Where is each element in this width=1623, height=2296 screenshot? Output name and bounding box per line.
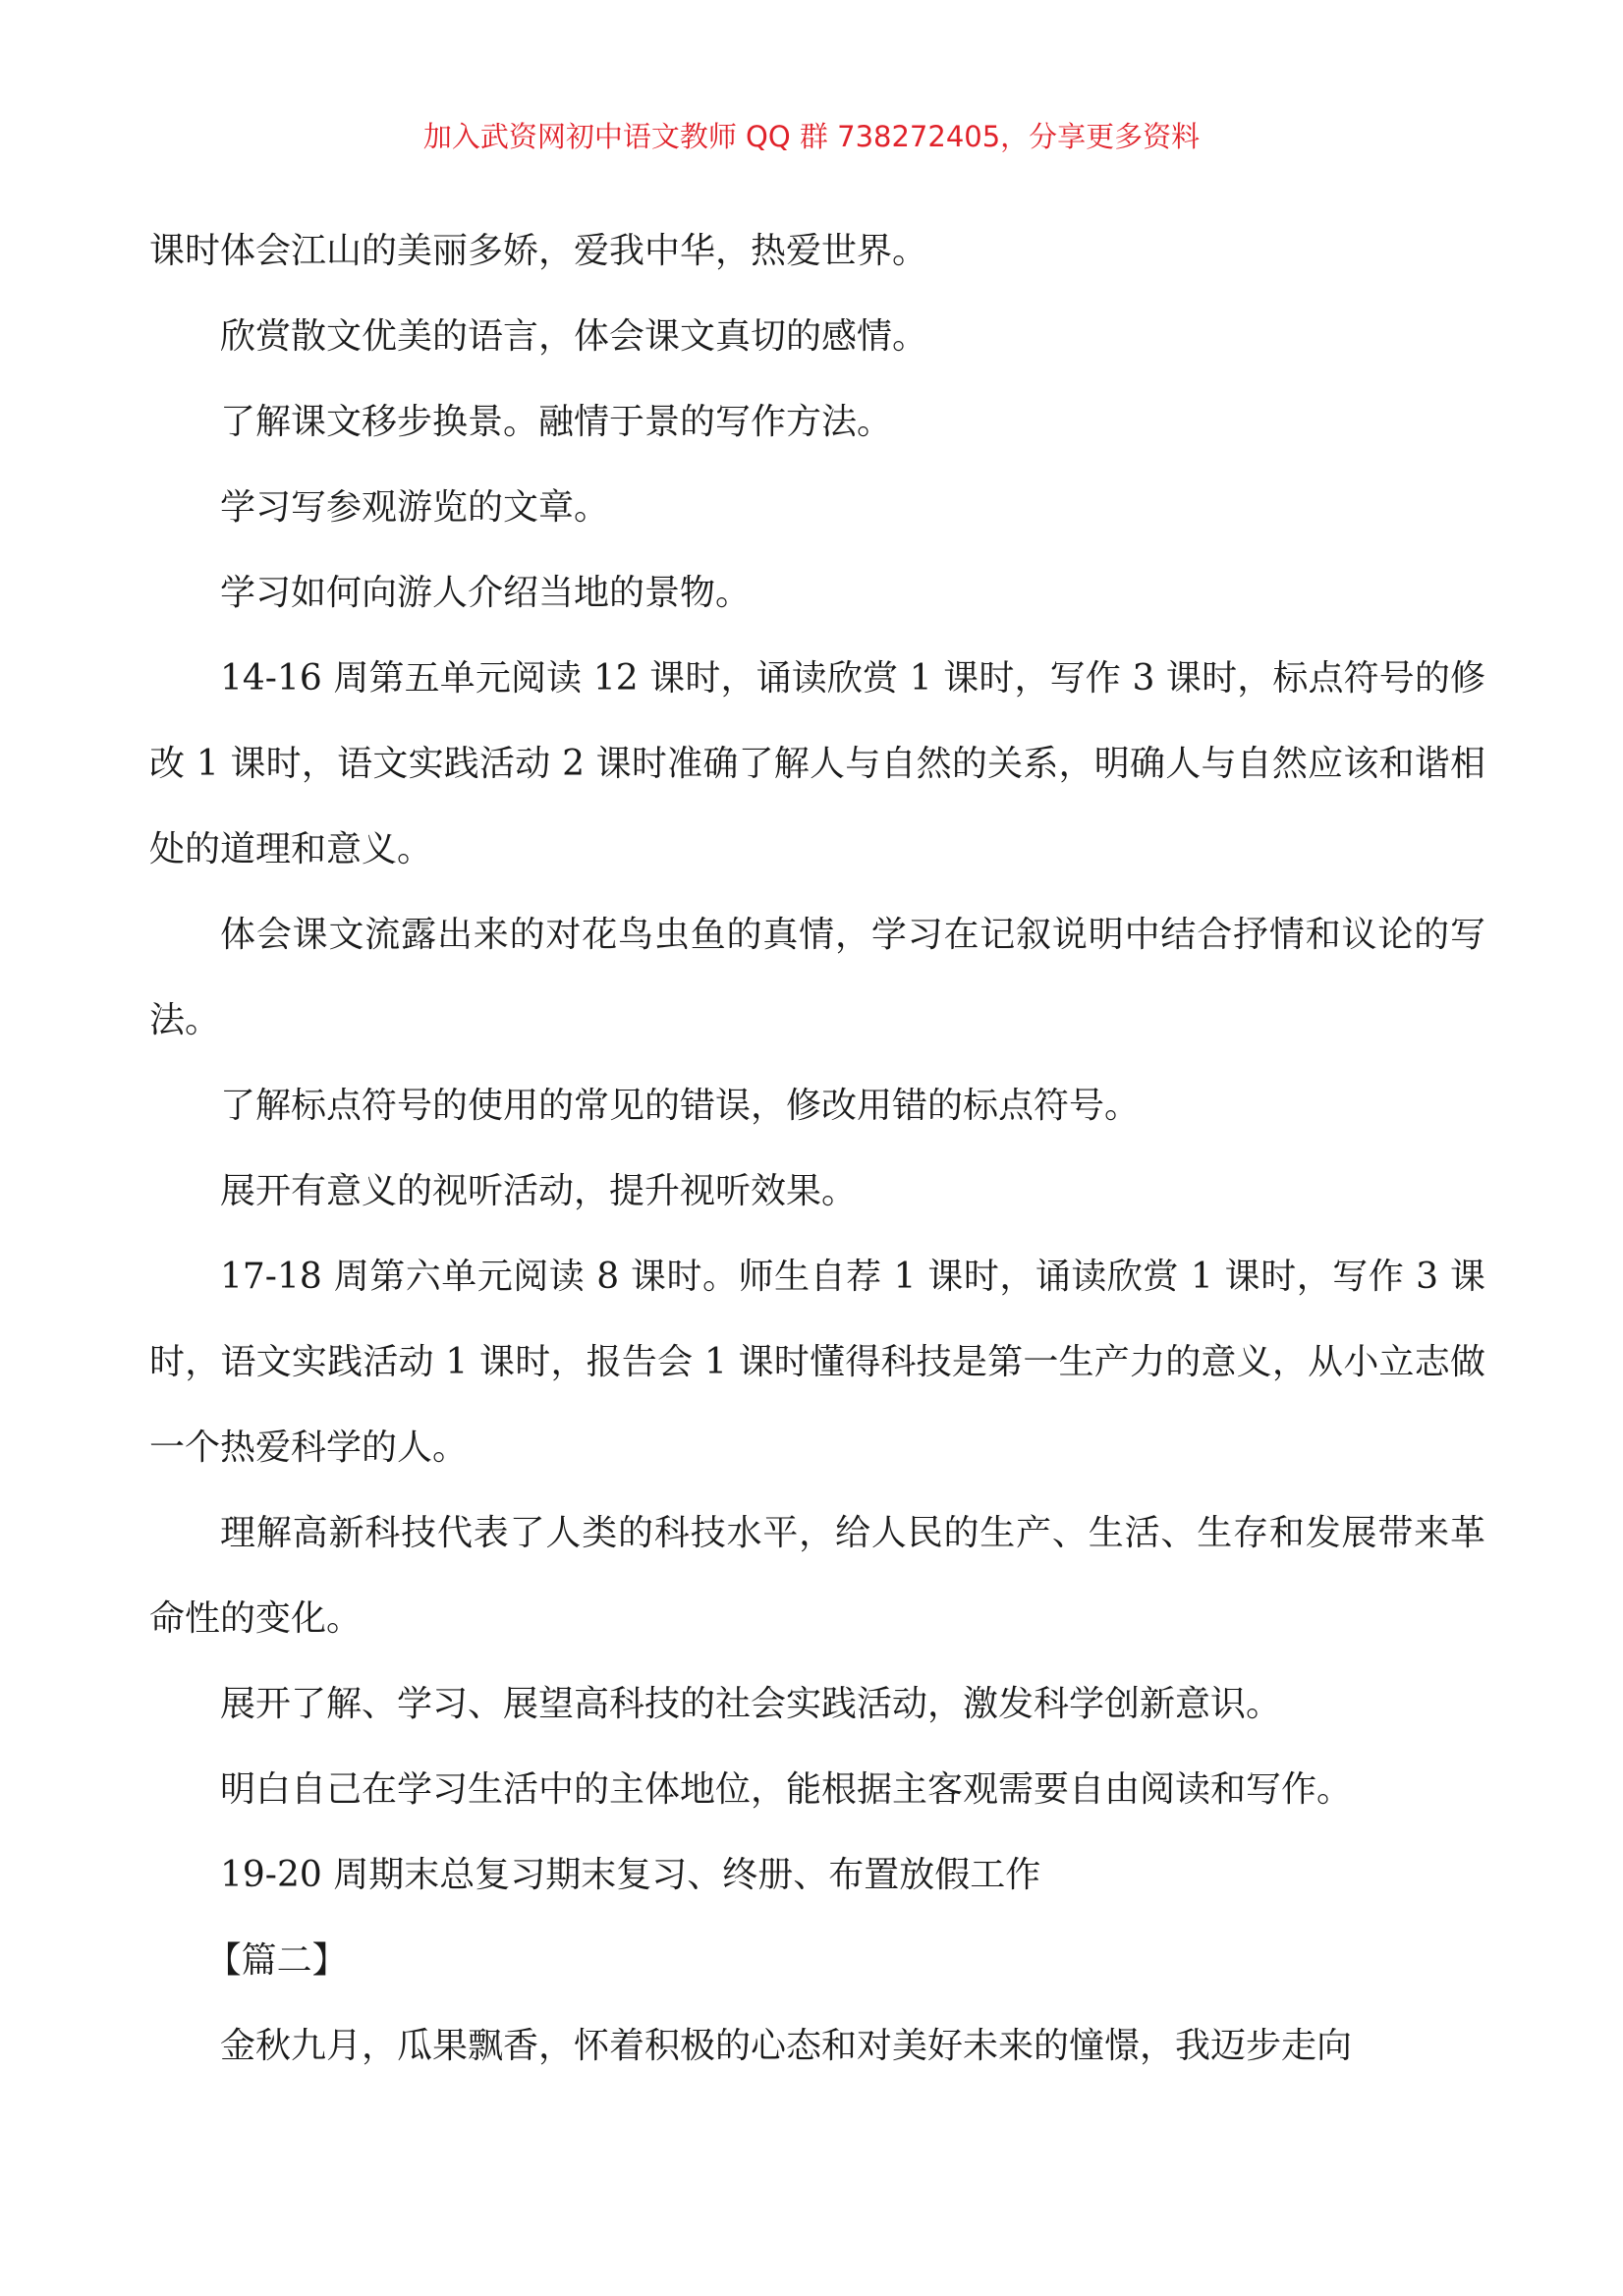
paragraph: 明白自己在学习生活中的主体地位，能根据主客观需要自由阅读和写作。 — [220, 1769, 1353, 1810]
paragraph: 体会课文流露出来的对花鸟虫鱼的真情，学习在记叙说明中结合抒情和议论的写法。 — [149, 915, 1485, 1040]
paragraph-week-14-16: 14-16 周第五单元阅读 12 课时，诵读欣赏 1 课时，写作 3 课时，标点符号的修改 1 课时，语文实践活动 2 课时准确了解人与自然的关系，明确人与自然应该和谐相处的道理和意义。 — [149, 658, 1485, 869]
paragraph: 展开了解、学习、展望高科技的社会实践活动，激发科学创新意识。 — [220, 1684, 1282, 1724]
paragraph: 欣赏散文优美的语言，体会课文真切的感情。 — [220, 316, 928, 357]
paragraph-week-17-18: 17-18 周第六单元阅读 8 课时。师生自荐 1 课时，诵读欣赏 1 课时，写作 3 课时，语文实践活动 1 课时，报告会 1 课时懂得科技是第一生产力的意义，从小立志做一个热爱科学的人。 — [149, 1257, 1485, 1468]
paragraph-week-19-20: 19-20 周期末总复习期末复习、终册、布置放假工作 — [220, 1855, 1041, 1895]
paragraph: 了解标点符号的使用的常见的错误，修改用错的标点符号。 — [220, 1086, 1141, 1126]
paragraph: 金秋九月，瓜果飘香，怀着积极的心态和对美好未来的憧憬，我迈步走向 — [220, 2026, 1353, 2066]
paragraph: 理解高新科技代表了人类的科技水平，给人民的生产、生活、生存和发展带来革命性的变化。 — [149, 1513, 1485, 1639]
paragraph: 展开有意义的视听活动，提升视听效果。 — [220, 1171, 858, 1211]
paragraph: 了解课文移步换景。融情于景的写作方法。 — [220, 402, 893, 442]
header-promo-note: 加入武资网初中语文教师 QQ 群 738272405，分享更多资料 — [422, 120, 1201, 153]
paragraph: 学习如何向游人介绍当地的景物。 — [220, 573, 752, 613]
document-body — [149, 208, 1485, 2089]
section-heading-part-two: 【篇二】 — [205, 1940, 348, 1981]
paragraph-continued: 课时体会江山的美丽多娇，爱我中华，热爱世界。 — [149, 231, 928, 271]
paragraph: 学习写参观游览的文章。 — [220, 487, 610, 528]
